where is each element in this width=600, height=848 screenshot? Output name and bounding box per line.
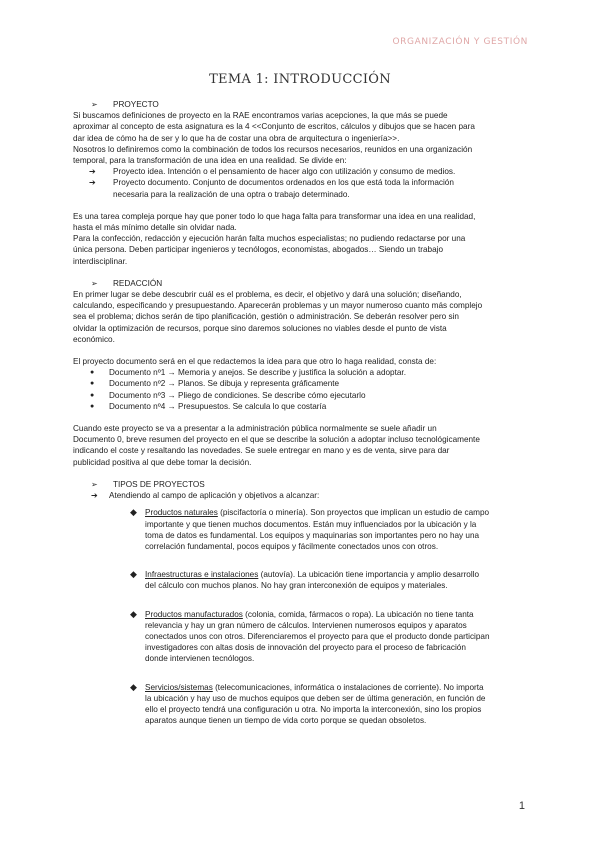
list-item: ➔ Proyecto idea. Intención o el pensamiento de hacer algo con utilización y consumo de medios. bbox=[89, 167, 456, 177]
arrow-right-icon: ➔ bbox=[89, 178, 96, 188]
paragraph-line: Documento 0, breve resumen del proyecto en el que se describe la solución a adoptar incluso tecnológicamente bbox=[73, 435, 480, 445]
list-item: ● Documento nº2 → Planos. Se dibuja y representa gráficamente bbox=[90, 379, 340, 389]
list-item: ● Documento nº1 → Memoria y anejos. Se describe y justifica la solución a adoptar. bbox=[90, 368, 406, 378]
arrow-right-icon: ➔ bbox=[89, 167, 96, 177]
list-item: ● Documento nº4 → Presupuestos. Se calcula lo que costaría bbox=[90, 401, 327, 411]
diamond-bullet-icon: ◆ bbox=[130, 681, 137, 692]
bullet-dot-icon: ● bbox=[90, 402, 95, 410]
project-type-name: Servicios/sistemas bbox=[145, 682, 213, 692]
paragraph-line: Para la confección, redacción y ejecución harán falta muchos especialistas; no pudiendo redactarse por una bbox=[73, 234, 466, 244]
diamond-bullet-icon: ◆ bbox=[130, 507, 137, 518]
page-number: 1 bbox=[518, 799, 525, 812]
page-title: TEMA 1: INTRODUCCIÓN bbox=[209, 72, 391, 87]
paragraph-line: económico. bbox=[73, 334, 115, 344]
arrowhead-icon: ➢ bbox=[91, 479, 98, 489]
diamond-bullet-icon: ◆ bbox=[130, 569, 137, 580]
bullet-dot-icon: ● bbox=[90, 369, 95, 377]
arrow-right-icon: ➔ bbox=[91, 491, 98, 501]
project-type-item: ◆ Infraestructuras e instalaciones (autovía). La ubicación tiene importancia y amplio desarrollo del cálculo con muchos planos. No hay gran interconexión de equipos y materiales. bbox=[130, 569, 480, 591]
section-heading-tipos: ➢ TIPOS DE PROYECTOS bbox=[91, 479, 205, 489]
project-type-item: ◆ Servicios/sistemas (telecomunicaciones, informática o instalaciones de corriente). No importa la ubicación y hay uso de muchos equipos que deben ser de última generación, en función de ello el proyecto tendrá una configuración u otra. No importa la interconexión, sino los propios aparatos aunque tienen un tiempo de vida corto porque se quedan obsoletos. bbox=[130, 681, 486, 726]
arrowhead-icon: ➢ bbox=[91, 100, 98, 109]
bullet-dot-icon: ● bbox=[90, 380, 95, 388]
paragraph-line: El proyecto documento será en el que redactemos la idea para que otro lo haga realidad, consta de: bbox=[73, 357, 437, 367]
list-item: ● Documento nº3 → Pliego de condiciones. Se describe cómo ejecutarlo bbox=[90, 390, 366, 400]
paragraph-line: dar idea de cómo ha de ser y lo que ha de costar una obra de arquitectura o ingeniería>>. bbox=[73, 133, 400, 143]
paragraph-line: sea el problema; dichos serán de tipo planificación, gestión o administración. Se deberán resolver pero sin bbox=[73, 312, 459, 322]
project-type-name: Infraestructuras e instalaciones bbox=[145, 570, 259, 580]
paragraph-line: En primer lugar se debe descubrir cuál es el problema, es decir, el objetivo y dará una solución; diseñando, bbox=[73, 290, 462, 300]
paragraph-line: Nosotros lo definiremos como la combinación de todos los recursos necesarios, reunidos en una organización bbox=[73, 144, 473, 154]
project-type-name: Productos manufacturados bbox=[145, 609, 243, 619]
tipos-subheading: ➔ Atendiendo al campo de aplicación y objetivos a alcanzar: bbox=[91, 491, 320, 501]
paragraph-line: temporal, para la transformación de una idea en una realidad. Se divide en: bbox=[73, 156, 347, 166]
arrowhead-icon: ➢ bbox=[91, 278, 98, 288]
diamond-bullet-icon: ◆ bbox=[130, 608, 137, 619]
project-type-item: ◆ Productos naturales (piscifactoría o minería). Son proyectos que implican un estudio de campo importante y que tienen muchos documentos. Están muy influenciados por la ubicación y la toma de datos es fundamental. Los equipos y maquinarias son importantes pero no hay una correlación fundamental, pocos equipos y fácilmente conectados unos con otros. bbox=[130, 507, 490, 551]
project-type-name: Productos naturales bbox=[145, 508, 218, 518]
paragraph-line: olvidar la optimización de recursos, porque sino daremos soluciones no viables desde el punto de vista bbox=[73, 323, 447, 333]
bullet-dot-icon: ● bbox=[90, 391, 95, 399]
section-heading-proyecto: ➢ PROYECTO bbox=[91, 100, 159, 109]
paragraph-line: aproximar al concepto de esta asignatura es la 4 <<Conjunto de escritos, cálculos y dibujos que se hacen para bbox=[73, 122, 475, 132]
proyecto-types-list bbox=[73, 166, 533, 200]
paragraph-line: hasta el más mínimo detalle sin olvidar nada. bbox=[73, 223, 237, 233]
paragraph-line: Si buscamos definiciones de proyecto en la RAE encontramos varias acepciones, la que más se puede bbox=[73, 111, 448, 121]
section-heading-redaccion: ➢ REDACCIÓN bbox=[91, 278, 163, 288]
paragraph-line: publicidad positiva al que debe tomar la decisión. bbox=[73, 457, 252, 467]
paragraph-line: Cuando este proyecto se va a presentar a la administración pública normalmente se suele añadir un bbox=[73, 424, 437, 434]
header-tag: ORGANIZACIÓN Y GESTIÓN bbox=[392, 37, 528, 47]
paragraph-line: única persona. Deben participar ingenieros y tecnólogos, economistas, abogados… Siendo un trabajo bbox=[73, 245, 444, 255]
paragraph-line: calculando, especificando y presupuestando. Aparecerán problemas y un mayor numeroso cuanto más complejo bbox=[73, 301, 483, 311]
project-type-item: ◆ Productos manufacturados (colonia, comida, fármacos o ropa). La ubicación no tiene tanta relevancia y hay un gran número de cálculos. Intervienen numerosos equipos y aparatos conectados unos con otros. Diferenciaremos el proyecto para que el producto donde participan investigadores con altas dosis de innovación del proyecto para el proceso de fabricación donde intervienen tecnólogos. bbox=[130, 608, 490, 664]
document-body bbox=[73, 99, 533, 726]
list-item: ➔ Proyecto documento. Conjunto de documentos ordenados en los que está toda la información necesaria para la realización de una optra o trabajo determinado. bbox=[89, 178, 454, 199]
paragraph-line: interdisciplinar. bbox=[73, 256, 128, 266]
paragraph-line: Es una tarea compleja porque hay que poner todo lo que haga falta para transformar una idea en una realidad, bbox=[73, 211, 476, 221]
paragraph-line: indicando el coste y resaltando las novedades. Se suele entregar en mano y es de venta, sirve para dar bbox=[73, 446, 450, 456]
documents-list bbox=[73, 367, 533, 412]
